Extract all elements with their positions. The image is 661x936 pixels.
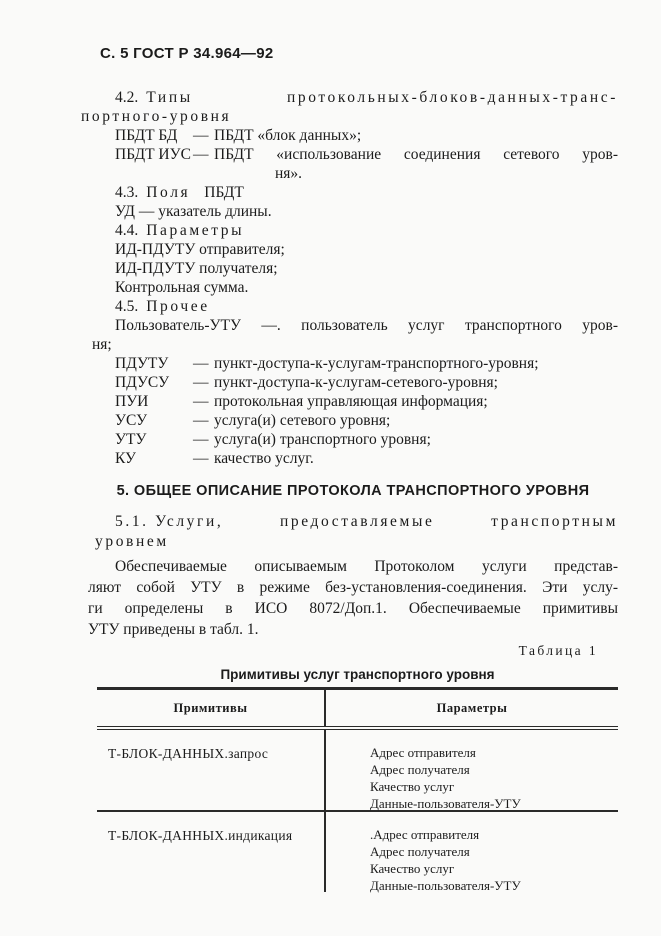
abbr-dash: — [193,412,209,429]
abbr-definition: услуга(и) сетевого уровня; [214,412,391,429]
abbr-term: ПБДТ БД [115,127,178,144]
section-4-3-heading [115,183,618,202]
abbr-row [115,449,618,468]
parameter-item: Адрес отправителя [370,745,476,760]
abbr-term: ПДУСУ [115,374,170,391]
section-4-2-number: 4.2. [115,89,139,106]
table-label: Таблица 1 [518,643,598,658]
body-text [81,88,618,893]
abbr-row [115,354,618,373]
abbr-dash: — [193,127,209,144]
section-4-5-word: Прочее [146,298,210,315]
abbr-term: ПУИ [115,393,149,410]
abbr-term: ПДУТУ [115,355,169,372]
parameter-item: Адрес получателя [370,844,470,859]
paragraph-line: ги определены в ИСО 8072/Доп.1. Обеспечиваемые примитивы [88,600,618,617]
abbr-dash: — [193,431,209,448]
abbr-dash: — [193,450,209,467]
primitive-cell: Т-БЛОК-ДАННЫХ.индикация [97,812,326,892]
parameter-item: Данные-пользователя-УТУ [370,796,521,811]
parameter-line: Контрольная сумма. [115,279,249,296]
section-4-3-rest: ПБДТ [204,184,244,201]
abbr-definition: услуга(и) транспортного уровня; [214,431,431,448]
abbr-definition: ПБДТ «блок данных»; [214,127,362,144]
section-4-2-word: Типы [146,89,193,106]
section-4-4-heading [115,221,618,240]
section-4-5-heading [115,297,618,316]
table-column-header-primitives: Примитивы [97,690,326,726]
abbr-row [115,392,618,411]
ud-definition-line: УД — указатель длины. [115,203,272,220]
parameters-cell [326,730,618,810]
primitives-table [97,687,618,892]
table-row [97,730,618,812]
user-utu-continuation: ня; [92,336,112,353]
abbr-term: УСУ [115,412,148,429]
section-5-title: 5. ОБЩЕЕ ОПИСАНИЕ ПРОТОКОЛА ТРАНСПОРТНОГО УРОВНЯ [116,483,590,499]
section-5-1-heading-line2: уровнем [95,533,169,550]
abbr-row [115,430,618,449]
section-5-1-word3: транспортным [491,513,618,530]
abbr-term: КУ [115,450,137,467]
abbr-row [115,373,618,392]
abbr-dash: — [193,374,209,391]
abbr-dash: — [193,146,209,163]
section-4-3-number: 4.3. [115,184,139,201]
section-4-3-word: Поля [146,184,191,201]
section-4-4-number: 4.4. [115,222,139,239]
user-utu-line: Пользователь-УТУ —. пользователь услуг транспортного уров- [115,317,618,334]
abbr-term: УТУ [115,431,147,448]
parameter-item: .Адрес отправителя [370,827,480,842]
paragraph-line: ляют собой УТУ в режиме без-установления-соединения. Эти услу- [88,579,618,596]
abbr-term: ПБДТ ИУС [115,146,191,163]
section-4-2-heading-line2: портного-уровня [81,108,232,125]
section-5-1-heading [115,512,618,531]
table-caption: Примитивы услуг транспортного уровня [220,667,495,682]
section-5-1-numword: 5.1. Услуги, [115,513,224,530]
table-row [97,812,618,892]
abbr-row [115,145,618,164]
page-header: С. 5 ГОСТ Р 34.964—92 [100,45,274,62]
abbr-definition: пункт-доступа-к-услугам-сетевого-уровня; [214,374,498,391]
primitive-cell: Т-БЛОК-ДАННЫХ.запрос [97,730,326,810]
parameter-item: Данные-пользователя-УТУ [370,878,521,893]
section-4-5-number: 4.5. [115,298,139,315]
abbr-definition: ПБДТ «использование соединения сетевого уров- [214,146,618,163]
abbr-definition: протокольная управляющая информация; [214,393,488,410]
paragraph-line: Обеспечиваемые описываемым Протоколом услуги представ- [115,558,618,575]
parameter-item: Адрес получателя [370,762,470,777]
abbr-definition: пункт-доступа-к-услугам-транспортного-уровня; [214,355,539,372]
parameter-item: Качество услуг [370,861,455,876]
parameters-cell [326,812,618,892]
paragraph-5-1 [88,556,618,640]
abbr-row [115,126,618,145]
abbr-row [115,411,618,430]
parameter-line: ИД-ПДУТУ отправителя; [115,241,285,258]
parameter-line: ИД-ПДУТУ получателя; [115,260,278,277]
section-4-2-heading [115,88,618,107]
abbr-dash: — [193,393,209,410]
abbr-definition-continuation: ня». [275,165,303,182]
section-4-2-rest: протокольных-блоков-данных-транс- [287,89,618,106]
abbr-dash: — [193,355,209,372]
section-5-1-word2: предоставляемые [280,513,435,530]
parameter-item: Качество услуг [370,779,455,794]
section-4-4-word: Параметры [146,222,245,239]
table-header-row [97,690,618,730]
table-column-header-parameters: Параметры [436,700,508,715]
abbr-definition: качество услуг. [214,450,314,467]
paragraph-line: УТУ приведены в табл. 1. [88,621,259,638]
